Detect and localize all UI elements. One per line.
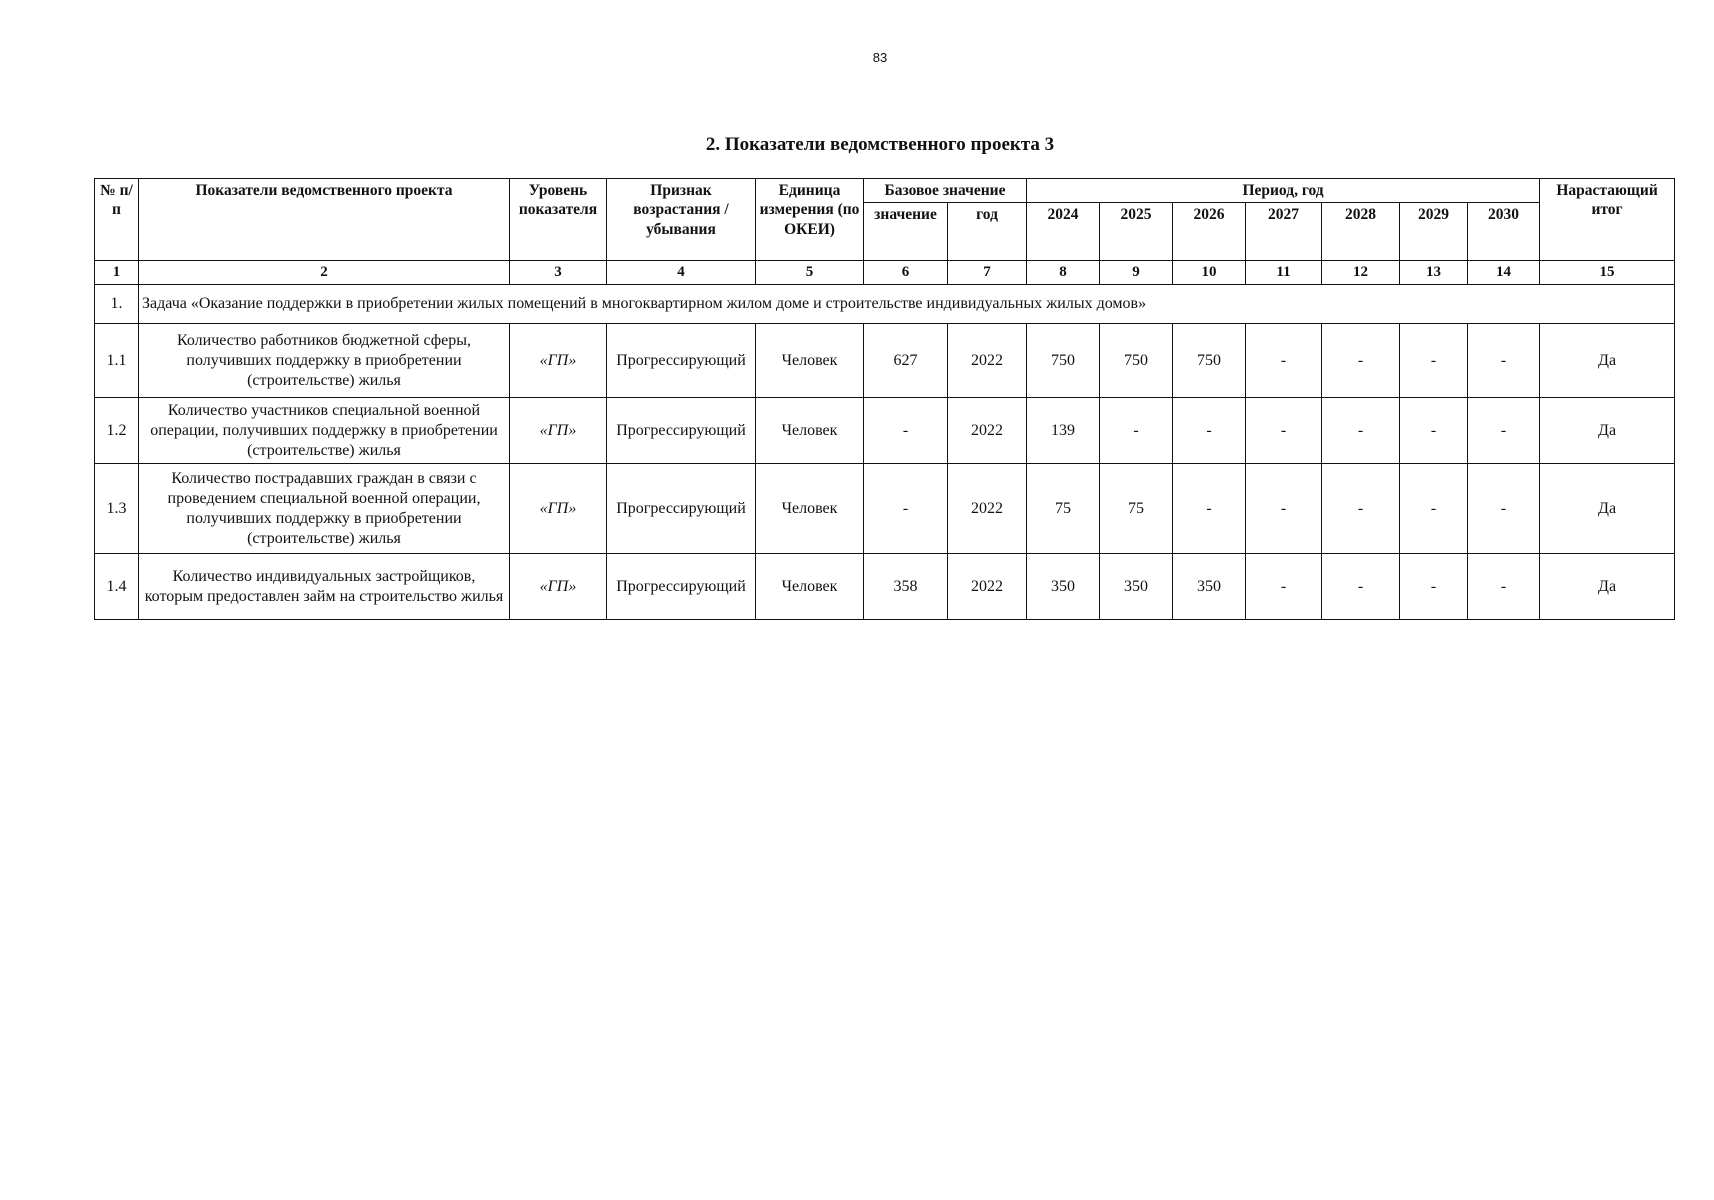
indicator-level: «ГП» <box>510 398 607 464</box>
header-year: 2028 <box>1322 203 1400 261</box>
column-number: 12 <box>1322 261 1400 285</box>
year-value: - <box>1400 324 1468 398</box>
year-value: - <box>1322 398 1400 464</box>
base-value: - <box>864 398 948 464</box>
header-base-value: значение <box>864 203 948 261</box>
year-value: - <box>1468 398 1540 464</box>
column-number: 8 <box>1027 261 1100 285</box>
year-value: - <box>1400 554 1468 620</box>
page-number: 83 <box>872 50 888 65</box>
column-number: 13 <box>1400 261 1468 285</box>
row-num: 1.4 <box>95 554 139 620</box>
indicator-unit: Человек <box>756 324 864 398</box>
base-value: 358 <box>864 554 948 620</box>
year-value: - <box>1246 324 1322 398</box>
base-year: 2022 <box>948 398 1027 464</box>
cumulative-total: Да <box>1540 398 1675 464</box>
row-num: 1.2 <box>95 398 139 464</box>
header-year: 2025 <box>1100 203 1173 261</box>
column-number: 4 <box>607 261 756 285</box>
indicator-name: Количество индивидуальных застройщиков, которым предоставлен займ на строительство жилья <box>139 554 510 620</box>
year-value: - <box>1173 398 1246 464</box>
table-row <box>95 398 1675 464</box>
year-value: 350 <box>1100 554 1173 620</box>
indicator-name: Количество пострадавших граждан в связи с проведением специальной военной операции, получивших поддержку в приобретении (строительстве) жилья <box>139 464 510 554</box>
table-row <box>95 554 1675 620</box>
indicator-name: Количество участников специальной военной операции, получивших поддержку в приобретении (строительстве) жилья <box>139 398 510 464</box>
column-number: 5 <box>756 261 864 285</box>
header-total: Нарастающий итог <box>1540 179 1675 261</box>
year-value: 350 <box>1027 554 1100 620</box>
year-value: - <box>1246 554 1322 620</box>
year-value: 75 <box>1100 464 1173 554</box>
column-number: 6 <box>864 261 948 285</box>
header-unit: Единица измерения (по ОКЕИ) <box>756 179 864 261</box>
indicator-level: «ГП» <box>510 464 607 554</box>
header-level: Уровень показателя <box>510 179 607 261</box>
year-value: - <box>1468 324 1540 398</box>
column-number: 1 <box>95 261 139 285</box>
year-value: - <box>1173 464 1246 554</box>
document-title: 2. Показатели ведомственного проекта 3 <box>705 134 1055 155</box>
year-value: 750 <box>1173 324 1246 398</box>
header-year: 2024 <box>1027 203 1100 261</box>
column-number: 14 <box>1468 261 1540 285</box>
indicator-level: «ГП» <box>510 554 607 620</box>
cumulative-total: Да <box>1540 464 1675 554</box>
indicator-trend: Прогрессирующий <box>607 464 756 554</box>
task-num: 1. <box>95 285 139 324</box>
year-value: - <box>1100 398 1173 464</box>
header-base-year: год <box>948 203 1027 261</box>
year-value: - <box>1400 398 1468 464</box>
table-row <box>95 324 1675 398</box>
column-number: 11 <box>1246 261 1322 285</box>
column-number: 3 <box>510 261 607 285</box>
cumulative-total: Да <box>1540 554 1675 620</box>
table-row <box>95 464 1675 554</box>
year-value: - <box>1246 464 1322 554</box>
header-num: № п/п <box>95 179 139 261</box>
base-year: 2022 <box>948 464 1027 554</box>
header-year: 2027 <box>1246 203 1322 261</box>
indicator-unit: Человек <box>756 464 864 554</box>
indicator-trend: Прогрессирующий <box>607 554 756 620</box>
header-year: 2026 <box>1173 203 1246 261</box>
header-row-1 <box>95 179 1675 203</box>
base-value: 627 <box>864 324 948 398</box>
year-value: - <box>1322 324 1400 398</box>
header-indicator: Показатели ведомственного проекта <box>139 179 510 261</box>
column-number: 10 <box>1173 261 1246 285</box>
base-year: 2022 <box>948 554 1027 620</box>
column-number: 9 <box>1100 261 1173 285</box>
year-value: - <box>1468 464 1540 554</box>
base-value: - <box>864 464 948 554</box>
header-trend: Признак возрастания / убывания <box>607 179 756 261</box>
row-num: 1.1 <box>95 324 139 398</box>
column-number: 15 <box>1540 261 1675 285</box>
indicator-trend: Прогрессирующий <box>607 324 756 398</box>
year-value: - <box>1322 464 1400 554</box>
indicator-level: «ГП» <box>510 324 607 398</box>
year-value: 750 <box>1027 324 1100 398</box>
task-row <box>95 285 1675 324</box>
task-text: Задача «Оказание поддержки в приобретении жилых помещений в многоквартирном жилом доме и строительстве индивидуальных жилых домов» <box>139 285 1675 324</box>
cumulative-total: Да <box>1540 324 1675 398</box>
indicator-unit: Человек <box>756 398 864 464</box>
header-year: 2029 <box>1400 203 1468 261</box>
indicator-name: Количество работников бюджетной сферы, получивших поддержку в приобретении (строительстве) жилья <box>139 324 510 398</box>
indicators-table <box>94 178 1675 620</box>
year-value: - <box>1246 398 1322 464</box>
indicator-unit: Человек <box>756 554 864 620</box>
column-numbers-row <box>95 261 1675 285</box>
indicator-trend: Прогрессирующий <box>607 398 756 464</box>
year-value: 350 <box>1173 554 1246 620</box>
year-value: 750 <box>1100 324 1173 398</box>
column-number: 2 <box>139 261 510 285</box>
year-value: - <box>1468 554 1540 620</box>
year-value: - <box>1322 554 1400 620</box>
header-year: 2030 <box>1468 203 1540 261</box>
column-number: 7 <box>948 261 1027 285</box>
year-value: 139 <box>1027 398 1100 464</box>
year-value: 75 <box>1027 464 1100 554</box>
year-value: - <box>1400 464 1468 554</box>
header-period-group: Период, год <box>1027 179 1540 203</box>
row-num: 1.3 <box>95 464 139 554</box>
base-year: 2022 <box>948 324 1027 398</box>
header-base-group: Базовое значение <box>864 179 1027 203</box>
